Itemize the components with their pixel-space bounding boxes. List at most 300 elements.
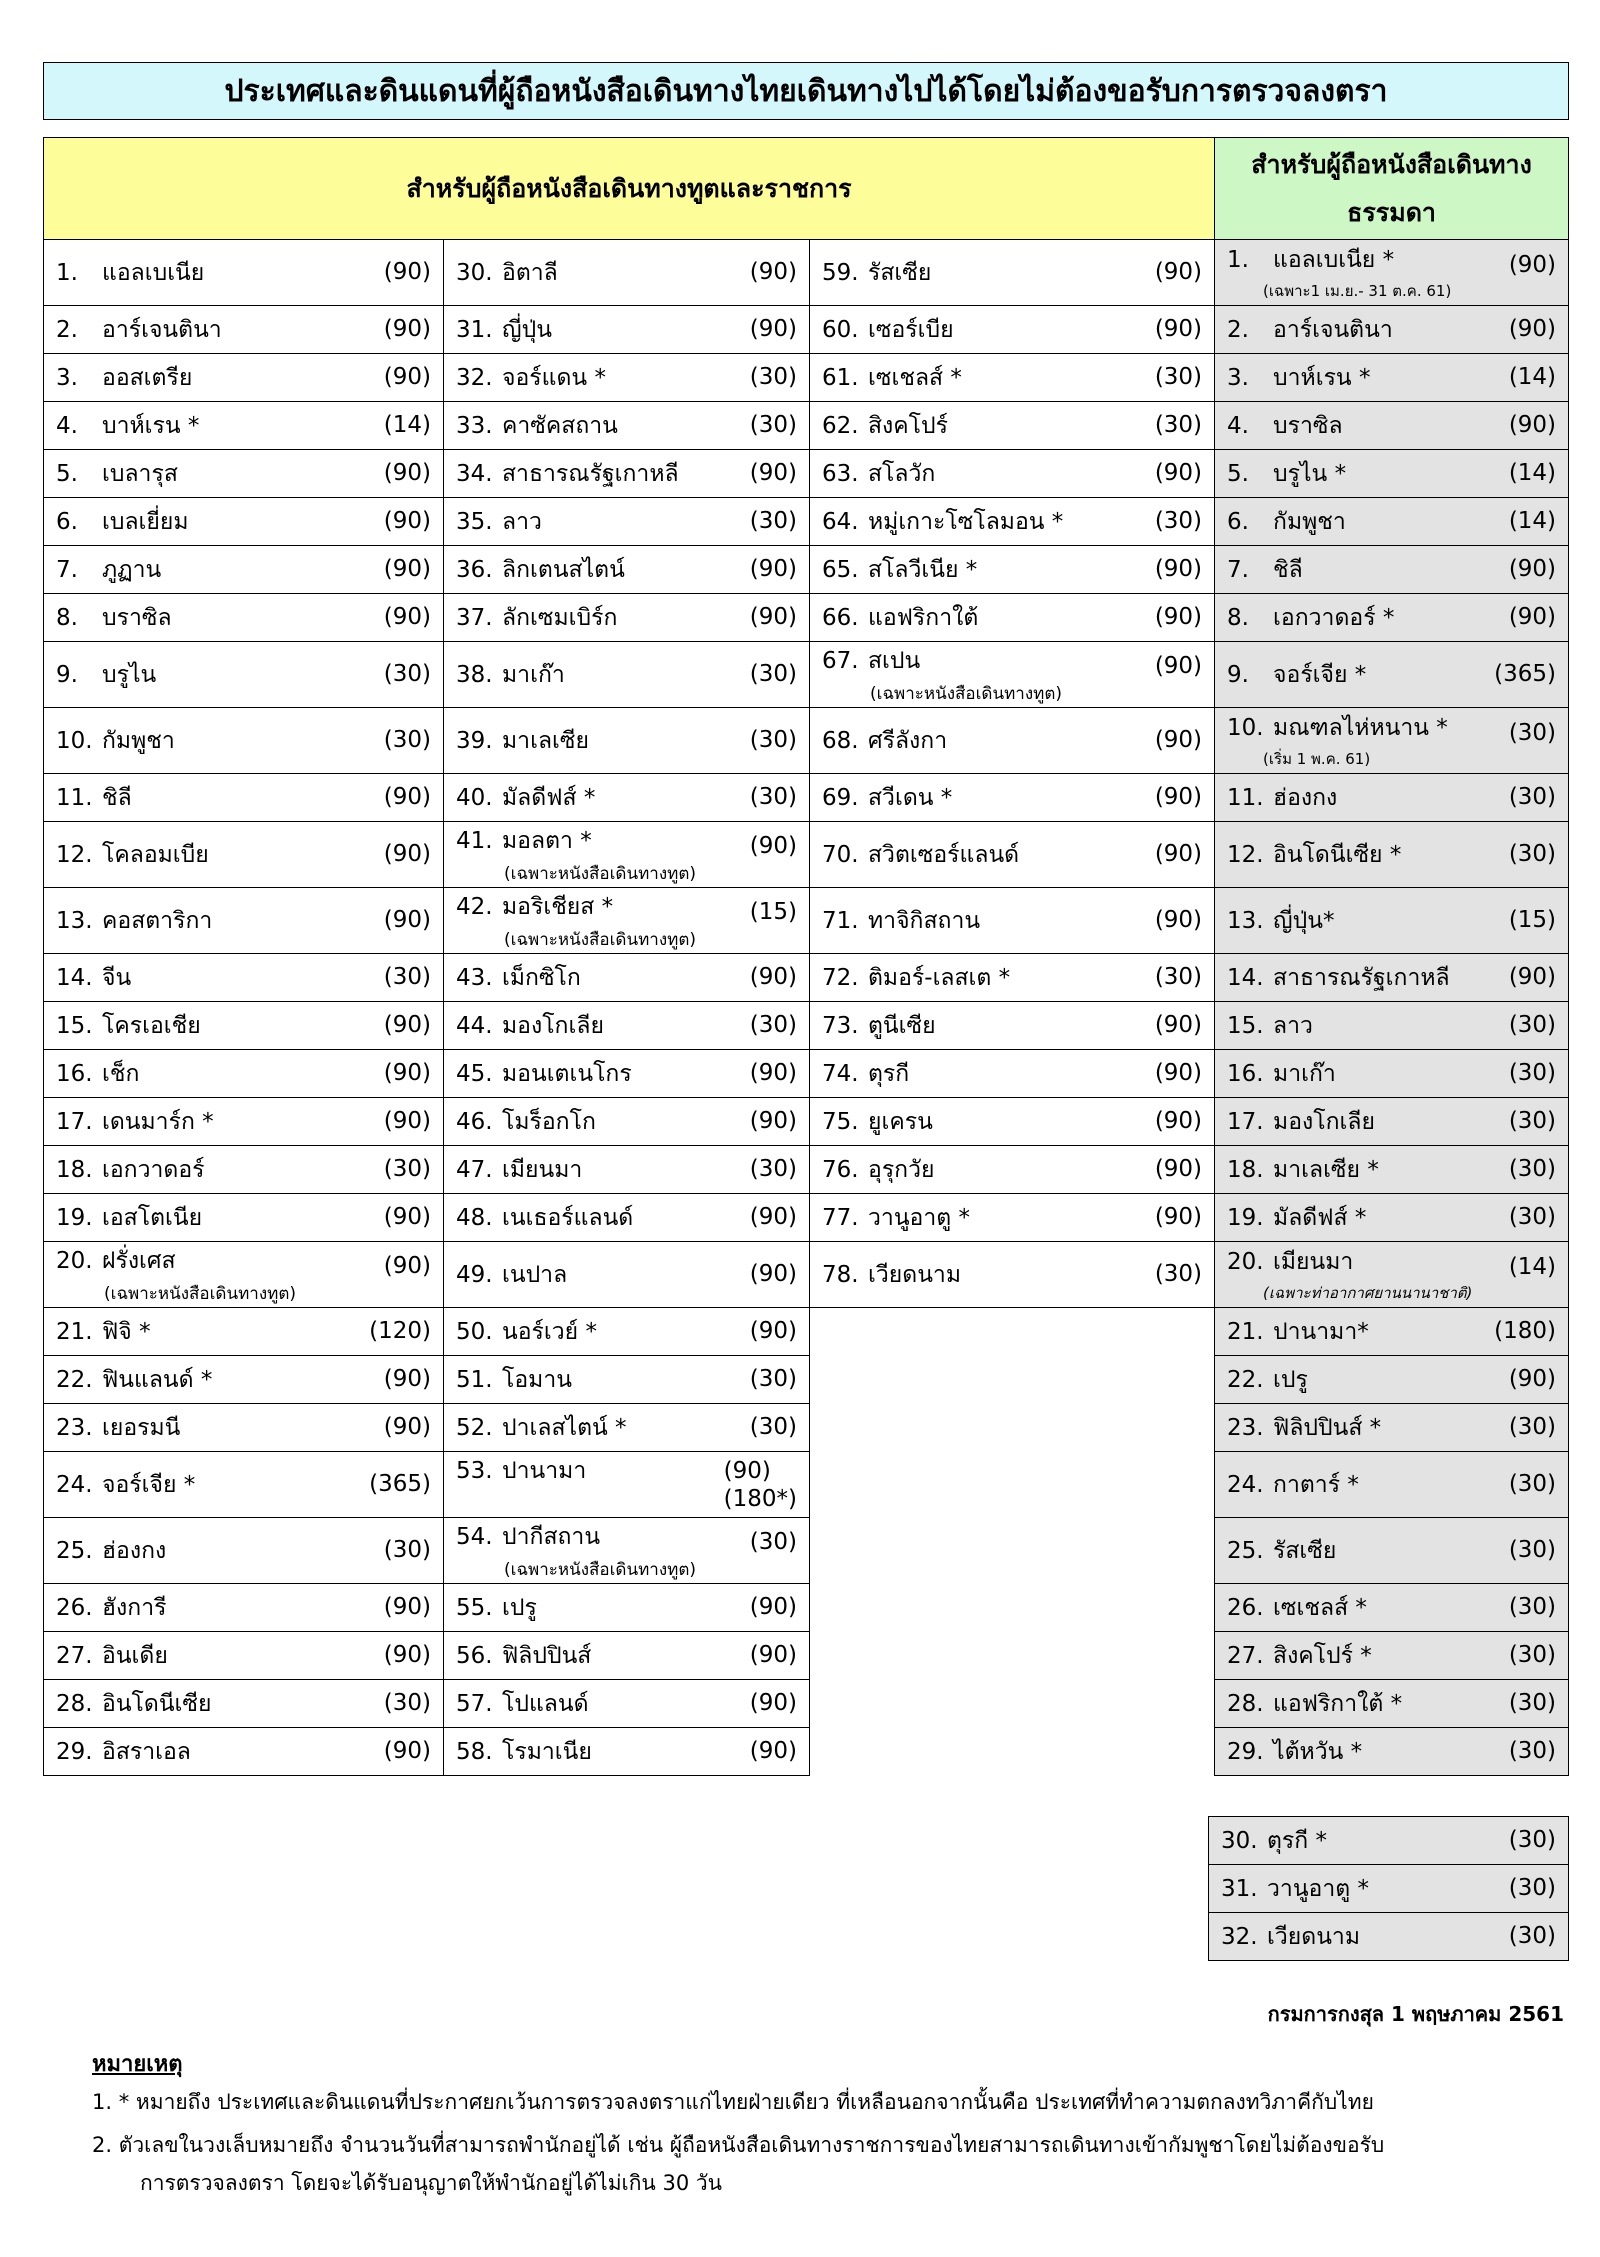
country-name (44, 364, 192, 392)
country-name (1215, 1012, 1313, 1040)
country-name (1215, 1060, 1336, 1088)
stay-days (369, 1318, 443, 1344)
entry-number: 16. (56, 1060, 93, 1087)
country-entry (810, 708, 1215, 774)
stay-days (750, 1261, 809, 1287)
country-label: สาธารณรัฐเกาหลี (502, 460, 679, 487)
table-row (44, 306, 1569, 354)
country-entry (444, 774, 810, 822)
entry-number: 19. (56, 1204, 93, 1231)
table-row (1209, 1865, 1569, 1913)
country-entry (44, 240, 444, 306)
entry-number: 41. (456, 827, 493, 854)
days-value: (90) (383, 1059, 431, 1086)
country-entry (444, 708, 810, 774)
stay-days (750, 1414, 809, 1440)
days-value: (30) (749, 783, 797, 810)
country-label: เม็กซิโก (502, 964, 581, 991)
days-value: (30) (1508, 1011, 1557, 1038)
entry-number: 9. (1227, 661, 1249, 688)
page-title: ประเทศและดินแดนที่ผู้ถือหนังสือเดินทางไทยเดินทางไปได้โดยไม่ต้องขอรับการตรวจลงตรา (43, 62, 1569, 120)
country-entry (444, 1050, 810, 1098)
days-value: (30) (749, 1365, 797, 1392)
entry-number: 9. (56, 661, 78, 688)
entry-number: 21. (56, 1318, 93, 1345)
days-value: (90) (1154, 1155, 1203, 1182)
country-entry (44, 954, 444, 1002)
entry-number: 24. (56, 1471, 93, 1498)
country-entry (444, 1728, 810, 1776)
stay-days (384, 841, 443, 867)
country-entry (444, 642, 810, 708)
stay-days (1155, 784, 1214, 810)
country-label: สโลวีเนีย * (868, 556, 978, 583)
days-value: (30) (1508, 1470, 1557, 1497)
entry-number: 56. (456, 1642, 493, 1669)
country-name (1215, 1318, 1369, 1346)
country-name (44, 1318, 151, 1346)
entry-number: 59. (822, 259, 859, 286)
stay-days (1155, 316, 1214, 342)
country-name (1215, 1642, 1372, 1670)
country-name (444, 964, 581, 992)
days-value: (90) (1154, 726, 1203, 753)
country-label: มณฑลไห่หนาน * (1273, 715, 1448, 741)
stay-days (384, 316, 443, 342)
entry-number: 32. (1221, 1923, 1258, 1950)
country-entry (810, 1242, 1215, 1308)
stay-days (1509, 1204, 1568, 1230)
country-name (444, 508, 542, 536)
country-name (44, 412, 199, 440)
country-name (44, 1060, 139, 1088)
stay-days (384, 460, 443, 486)
country-label: เดนมาร์ก * (102, 1108, 214, 1135)
country-label: แอฟริกาใต้ * (1273, 1690, 1403, 1717)
country-name (44, 1690, 212, 1718)
entry-number: 22. (56, 1366, 93, 1393)
days-value: (30) (1508, 720, 1557, 746)
days-value: (30) (749, 507, 797, 534)
entry-number: 2. (56, 316, 78, 343)
days-value: (90) (749, 1107, 797, 1134)
table-row (44, 642, 1569, 708)
stay-days (1509, 1414, 1568, 1440)
country-entry (44, 1308, 444, 1356)
entry-number: 57. (456, 1690, 493, 1717)
visa-table (43, 137, 1569, 1776)
days-value: (90) (1508, 555, 1557, 582)
entry-number: 55. (456, 1594, 493, 1621)
country-name (1215, 460, 1346, 488)
country-label: แอฟริกาใต้ (868, 604, 979, 631)
country-name (444, 1519, 696, 1583)
country-note: (เฉพาะหนังสือเดินทางทูต) (504, 863, 697, 884)
stay-days (750, 460, 809, 486)
days-value: (15) (749, 898, 797, 925)
stay-days (750, 899, 809, 925)
country-label: ฟิลิปปินส์ * (1273, 1414, 1382, 1441)
country-entry (444, 546, 810, 594)
country-name (44, 556, 161, 584)
stay-days (1494, 1318, 1568, 1344)
country-entry (444, 240, 810, 306)
country-label: เนเธอร์แลนด์ (502, 1204, 634, 1231)
country-label: มัลดีฟส์ * (1273, 1204, 1367, 1231)
stay-days (384, 556, 443, 582)
country-label: แอลเบเนีย * (1273, 247, 1395, 273)
country-name (1215, 1244, 1472, 1305)
days-value: (30) (1508, 1536, 1557, 1563)
country-name (44, 259, 204, 287)
stay-days (384, 1060, 443, 1086)
entry-number: 65. (822, 556, 859, 583)
country-name (1215, 964, 1450, 992)
days-value: (30) (383, 660, 431, 687)
days-value: (90) (383, 507, 431, 534)
country-label: บาห์เรน * (102, 412, 200, 439)
stay-days (384, 508, 443, 534)
entry-number: 16. (1227, 1060, 1264, 1087)
country-name (444, 1060, 632, 1088)
country-entry (444, 1098, 810, 1146)
country-entry (810, 954, 1215, 1002)
country-entry (44, 450, 444, 498)
entry-number: 74. (822, 1060, 859, 1087)
country-name (810, 604, 978, 632)
days-value: (90) (749, 1260, 797, 1287)
country-label: จีน (102, 964, 132, 991)
country-label: มาเลเซีย * (1273, 1156, 1379, 1183)
entry-number: 24. (1227, 1471, 1264, 1498)
days-value: (30) (1508, 840, 1557, 867)
entry-number: 17. (56, 1108, 93, 1135)
days-value: (30) (1508, 1107, 1557, 1134)
days-value: (90) (1154, 1011, 1203, 1038)
country-entry (1215, 1050, 1569, 1098)
country-note: (เฉพาะหนังสือเดินทางทูต) (870, 683, 1063, 704)
table-row (44, 1242, 1569, 1308)
entry-number: 29. (1227, 1738, 1264, 1765)
country-label: ติมอร์-เลสเต * (868, 964, 1011, 991)
ordinary-header (1215, 138, 1569, 240)
stay-days (1509, 720, 1568, 746)
stay-days (384, 1156, 443, 1182)
stay-days (1155, 907, 1214, 933)
stay-days (750, 784, 809, 810)
days-value: (90) (383, 1107, 431, 1134)
country-entry (810, 594, 1215, 642)
country-entry (810, 888, 1215, 954)
entry-number: 8. (1227, 604, 1249, 631)
days-value: (180) (1494, 1317, 1557, 1344)
entry-number: 20. (56, 1247, 93, 1274)
country-name (810, 907, 980, 935)
days-value: (30) (749, 1155, 797, 1182)
country-label: เยอรมนี (102, 1414, 181, 1441)
days-value: (30) (1154, 1260, 1203, 1287)
country-label: ปาเลสไตน์ * (502, 1414, 627, 1441)
days-value: (14) (383, 411, 431, 438)
stay-days (1509, 1108, 1568, 1134)
country-label: อาร์เจนตินา (102, 316, 222, 343)
country-label: คอสตาริกา (102, 907, 213, 934)
country-label: โคลอมเบีย (102, 841, 209, 868)
country-name (444, 661, 565, 689)
entry-number: 30. (1221, 1827, 1258, 1854)
remarks-title: หมายเหตุ (92, 2052, 183, 2077)
days-value: (90) (1154, 1107, 1203, 1134)
stay-days (1509, 907, 1568, 933)
table-row (44, 1146, 1569, 1194)
country-label: ปานามา* (1273, 1318, 1369, 1345)
stay-days (750, 1529, 809, 1555)
days-value: (30) (1508, 1593, 1557, 1620)
country-entry (810, 1194, 1215, 1242)
country-name (1215, 604, 1394, 632)
country-name (1215, 242, 1451, 303)
days-value: (30) (1154, 363, 1203, 390)
days-value: (30) (1508, 1059, 1557, 1086)
days-value: (30) (1508, 1413, 1557, 1440)
entry-number: 12. (1227, 841, 1264, 868)
country-label: เซเชลส์ * (1273, 1594, 1367, 1621)
country-label: อุรุกวัย (868, 1156, 935, 1183)
country-name (444, 1414, 627, 1442)
country-name (810, 964, 1010, 992)
diplomatic-header: สำหรับผู้ถือหนังสือเดินทางทูตและราชการ (44, 138, 1215, 240)
days-value: (30) (383, 1536, 431, 1563)
entry-number: 6. (1227, 508, 1249, 535)
entry-number: 33. (456, 412, 493, 439)
stay-days (1509, 1594, 1568, 1620)
country-name (444, 1012, 604, 1040)
entry-number: 70. (822, 841, 859, 868)
stay-days (1155, 653, 1214, 679)
country-label: โปแลนด์ (502, 1690, 589, 1717)
country-label: ฟิจิ * (102, 1318, 151, 1345)
country-name (44, 964, 131, 992)
entry-number: 50. (456, 1318, 493, 1345)
days-value: (90) (749, 1737, 797, 1764)
country-name (44, 1012, 201, 1040)
days-value: (30) (1508, 1826, 1556, 1853)
stay-days (384, 1414, 443, 1440)
country-entry (810, 1098, 1215, 1146)
country-name (1215, 1738, 1362, 1766)
country-name (1215, 556, 1303, 584)
entry-number: 26. (1227, 1594, 1264, 1621)
country-entry (1209, 1913, 1569, 1961)
country-name (444, 1261, 567, 1289)
stay-days (750, 412, 809, 438)
country-name (444, 1594, 537, 1622)
days-value: (30) (1508, 1737, 1557, 1764)
country-name (1215, 1366, 1308, 1394)
country-label: เวียดนาม (1267, 1923, 1360, 1950)
entry-number: 23. (56, 1414, 93, 1441)
country-label: โอมาน (502, 1366, 572, 1393)
issuer-date: กรมการกงสุล 1 พฤษภาคม 2561 (1267, 2002, 1564, 2026)
entry-number: 13. (1227, 907, 1264, 934)
stay-days (750, 1108, 809, 1134)
stay-days (750, 604, 809, 630)
table-row (44, 888, 1569, 954)
entry-number: 8. (56, 604, 78, 631)
stay-days (1509, 1060, 1568, 1086)
country-entry (44, 306, 444, 354)
days-value: (90) (383, 1011, 431, 1038)
stay-days (1509, 252, 1568, 278)
stay-days (1509, 1366, 1568, 1392)
country-entry (444, 1146, 810, 1194)
entry-number: 10. (1227, 715, 1264, 741)
stay-days (384, 1253, 443, 1279)
stay-days (1509, 1471, 1568, 1497)
entry-number: 5. (1227, 460, 1249, 487)
entry-number: 35. (456, 508, 493, 535)
country-entry (810, 240, 1215, 306)
remark-2-line-2: การตรวจลงตรา โดยจะได้รับอนุญาตให้พำนักอยู่ได้ไม่เกิน 30 วัน (140, 2171, 723, 2195)
country-label: ตูนีเซีย (868, 1012, 936, 1039)
country-label: เมียนมา (502, 1156, 583, 1183)
country-entry (44, 1632, 444, 1680)
country-entry (444, 306, 810, 354)
country-name (444, 604, 617, 632)
country-entry (444, 1452, 810, 1518)
days-value: (90) (1154, 315, 1203, 342)
country-entry (444, 1584, 810, 1632)
days-value: (30) (383, 726, 431, 753)
country-entry (1215, 1518, 1569, 1584)
entry-number: 30. (456, 259, 493, 286)
country-label: อิสราเอล (102, 1738, 191, 1765)
table-row (44, 1632, 1569, 1680)
entry-number: 14. (56, 964, 93, 991)
stay-days (1509, 784, 1568, 810)
country-entry (810, 1050, 1215, 1098)
days-value: (90) (749, 1689, 797, 1716)
days-value: (14) (1508, 363, 1557, 390)
country-entry (1215, 954, 1569, 1002)
country-name (444, 556, 625, 584)
entry-number: 15. (1227, 1012, 1264, 1039)
country-label: รัสเซีย (868, 259, 932, 286)
country-name (444, 1690, 589, 1718)
days-value: (90) (383, 906, 431, 933)
country-name (1215, 1471, 1359, 1499)
stay-days (750, 1366, 809, 1392)
country-note: (เฉพาะ1 เม.ย.- 31 ต.ค. 61) (1263, 282, 1452, 300)
entry-number: 45. (456, 1060, 493, 1087)
entry-number: 4. (56, 412, 78, 439)
entry-number: 18. (56, 1156, 93, 1183)
days-value: (90) (1154, 258, 1203, 285)
country-entry (44, 1194, 444, 1242)
days-value: (90) (1508, 603, 1557, 630)
stay-days (1509, 1012, 1568, 1038)
entry-number: 2. (1227, 316, 1249, 343)
days-value: (90) (749, 1593, 797, 1620)
days-value: (30) (1154, 507, 1203, 534)
stay-days (750, 316, 809, 342)
country-entry (1215, 1002, 1569, 1050)
country-name (444, 412, 618, 440)
country-label: ศรีลังกา (868, 727, 948, 754)
country-name (1215, 1537, 1336, 1565)
country-label: เมียนมา (1273, 1249, 1354, 1275)
entry-number: 4. (1227, 412, 1249, 439)
country-name (810, 727, 947, 755)
days-value: (90) (1154, 1059, 1203, 1086)
entry-number: 1. (1227, 247, 1249, 273)
country-label: มองโกเลีย (1273, 1108, 1375, 1135)
stay-days (1155, 604, 1214, 630)
country-name (44, 1108, 214, 1136)
country-entry (444, 888, 810, 954)
days-value: (14) (1508, 1254, 1557, 1280)
days-value: (30) (1508, 1922, 1556, 1949)
table-row (44, 1194, 1569, 1242)
country-note: (เฉพาะหนังสือเดินทางทูต) (504, 1559, 697, 1580)
country-entry (1215, 306, 1569, 354)
stay-days (384, 1642, 443, 1668)
stay-days (1155, 364, 1214, 390)
table-row (44, 1728, 1569, 1776)
days-value: (120) (369, 1317, 431, 1344)
country-name (444, 1457, 586, 1485)
stay-days (1509, 364, 1568, 390)
entry-number: 7. (1227, 556, 1249, 583)
country-entry (1215, 822, 1569, 888)
stay-days (384, 1366, 443, 1392)
entry-number: 3. (56, 364, 78, 391)
country-name (44, 1738, 191, 1766)
country-entry (1215, 594, 1569, 642)
days-value: (90) (1154, 783, 1203, 810)
stay-days (1155, 1156, 1214, 1182)
country-entry (1215, 888, 1569, 954)
days-value: (90) (1508, 411, 1557, 438)
country-entry (44, 1098, 444, 1146)
country-note: (เฉพาะหนังสือเดินทางทูต) (104, 1283, 297, 1304)
days-value: (90) (1154, 840, 1203, 867)
days-value: (90) (749, 963, 797, 990)
days-value: (30) (1508, 1641, 1557, 1668)
days-value: (90) (749, 459, 797, 486)
country-name (1209, 1827, 1327, 1855)
country-entry (44, 1680, 444, 1728)
country-entry (810, 450, 1215, 498)
stay-days (750, 556, 809, 582)
country-label: ฮ่องกง (102, 1537, 167, 1564)
country-name (44, 727, 175, 755)
country-entry (1215, 450, 1569, 498)
stay-days (1509, 1254, 1568, 1280)
days-value: (90) (749, 555, 797, 582)
stay-days (384, 907, 443, 933)
days-value: (14) (1508, 459, 1557, 486)
country-label: สเปน (868, 647, 921, 674)
country-name (1215, 661, 1366, 689)
country-entry (44, 642, 444, 708)
entry-number: 75. (822, 1108, 859, 1135)
country-name (44, 661, 156, 689)
country-name (1215, 364, 1370, 392)
country-name (1215, 784, 1337, 812)
country-label: หมู่เกาะโซโลมอน * (868, 508, 1064, 535)
country-entry (44, 1404, 444, 1452)
